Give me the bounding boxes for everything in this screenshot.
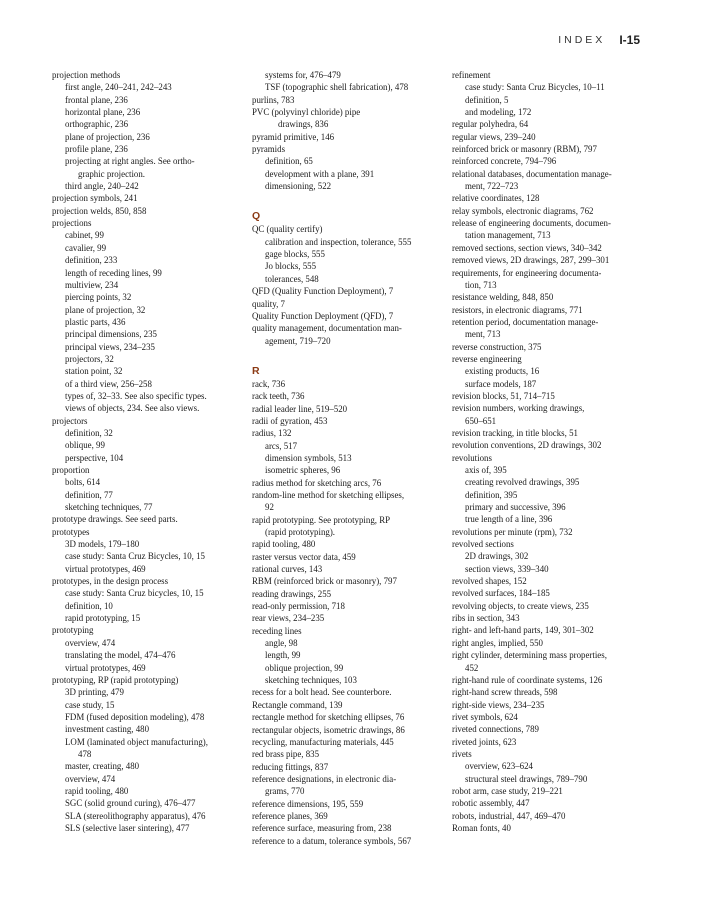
index-entry: right-side views, 234–235 [452, 699, 545, 710]
index-entry: reverse engineering [452, 353, 522, 364]
page-number: I-15 [619, 33, 640, 47]
index-subentry: and modeling, 172 [465, 107, 532, 118]
index-subentry: definition, 32 [65, 427, 113, 438]
index-entry: riveted connections, 789 [452, 724, 539, 735]
index-subentry: perspective, 104 [65, 452, 124, 463]
index-subentry: profile plane, 236 [65, 144, 128, 155]
index-entry-continuation: tion, 713 [465, 279, 497, 290]
index-entry: regular views, 239–240 [452, 131, 536, 142]
index-subentry: primary and successive, 396 [465, 502, 566, 513]
index-entry: projection welds, 850, 858 [52, 205, 147, 216]
index-entry: rectangular objects, isometric drawings, 86 [252, 724, 405, 735]
index-subentry: 3D models, 179–180 [65, 539, 140, 550]
index-subentry: overview, 623–624 [465, 761, 533, 772]
index-subentry: length, 99 [265, 650, 301, 661]
index-entry: revolution conventions, 2D drawings, 302 [452, 440, 602, 451]
index-entry: revision blocks, 51, 714–715 [452, 390, 555, 401]
index-entry: resistance welding, 848, 850 [452, 292, 554, 303]
index-subentry: piercing points, 32 [65, 292, 132, 303]
index-subentry: tolerances, 548 [265, 273, 319, 284]
index-entry: quality management, documentation man- [252, 323, 402, 334]
index-entry-continuation: grams, 770 [265, 786, 305, 797]
index-entry: revolutions per minute (rpm), 732 [452, 526, 573, 537]
index-subentry: investment casting, 480 [65, 724, 150, 735]
index-entry: resistors, in electronic diagrams, 771 [452, 304, 583, 315]
index-subentry: structural steel drawings, 789–790 [465, 773, 588, 784]
index-entry: retention period, documentation manage- [452, 316, 599, 327]
index-column-1 [52, 69, 248, 834]
index-subentry: master, creating, 480 [65, 761, 140, 772]
index-entry-continuation: tation management, 713 [465, 230, 551, 241]
index-entry-continuation: 478 [78, 748, 92, 759]
index-entry: raster versus vector data, 459 [252, 551, 356, 562]
index-subentry: plane of projection, 236 [65, 131, 150, 142]
index-entry: PVC (polyvinyl chloride) pipe [252, 107, 361, 118]
index-entry: revolved shapes, 152 [452, 576, 527, 587]
index-entry: radius, 132 [252, 428, 292, 439]
section-letter: Q [252, 210, 261, 223]
index-subentry: Jo blocks, 555 [265, 261, 317, 272]
index-subentry: sketching techniques, 103 [265, 675, 357, 686]
index-subentry: existing products, 16 [465, 366, 540, 377]
index-subentry: definition, 65 [265, 156, 313, 167]
index-entry: reference to a datum, tolerance symbols, 567 [252, 835, 412, 846]
index-entry-continuation: drawings, 836 [278, 119, 329, 130]
index-subentry: definition, 5 [465, 94, 509, 105]
index-entry: regular polyhedra, 64 [452, 119, 529, 130]
index-subentry: first angle, 240–241, 242–243 [65, 82, 172, 93]
index-entry: reverse construction, 375 [452, 341, 542, 352]
index-subentry: overview, 474 [65, 773, 116, 784]
index-entry: reinforced concrete, 794–796 [452, 156, 557, 167]
index-subentry: angle, 98 [265, 638, 298, 649]
index-entry: rapid tooling, 480 [252, 539, 316, 550]
running-header [558, 30, 640, 50]
index-column-2 [252, 69, 448, 847]
index-entry: ribs in section, 343 [452, 613, 520, 624]
index-entry-continuation: ment, 713 [465, 329, 501, 340]
index-entry: read-only permission, 718 [252, 601, 345, 612]
index-subentry: plastic parts, 436 [65, 316, 126, 327]
index-entry: riveted joints, 623 [452, 736, 517, 747]
index-subentry: length of receding lines, 99 [65, 267, 162, 278]
index-entry-continuation: agement, 719–720 [265, 335, 331, 346]
index-entry: projection methods [52, 70, 121, 80]
index-entry: reference surface, measuring from, 238 [252, 823, 392, 834]
index-subentry: multiview, 234 [65, 279, 119, 290]
index-subentry: definition, 233 [65, 255, 118, 266]
index-subentry: views of objects, 234. See also views. [65, 403, 200, 414]
index-entry: quality, 7 [252, 298, 285, 309]
index-subentry: true length of a line, 396 [465, 514, 553, 525]
index-subentry: arcs, 517 [265, 440, 298, 451]
index-entry: right-hand rule of coordinate systems, 126 [452, 674, 603, 685]
index-entry: right angles, implied, 550 [452, 637, 543, 648]
index-entry: rivets [452, 748, 472, 759]
index-entry: revision tracking, in title blocks, 51 [452, 427, 578, 438]
index-entry: prototype drawings. See seed parts. [52, 514, 178, 525]
index-entry: right cylinder, determining mass properties, [452, 650, 607, 661]
index-entry: rectangle method for sketching ellipses, 76 [252, 712, 405, 723]
index-subentry: frontal plane, 236 [65, 94, 128, 105]
index-subentry: principal views, 234–235 [65, 341, 155, 352]
index-entry: purlins, 783 [252, 94, 295, 105]
index-entry: projection symbols, 241 [52, 193, 138, 204]
index-entry: relay symbols, electronic diagrams, 762 [452, 205, 594, 216]
index-entry: removed views, 2D drawings, 287, 299–301 [452, 255, 610, 266]
index-subentry: gage blocks, 555 [265, 249, 325, 260]
index-entry-continuation: (rapid prototyping). [265, 527, 335, 537]
index-subentry: case study: Santa Cruz Bicycles, 10, 15 [65, 551, 205, 562]
index-subentry: LOM (laminated object manufacturing), [65, 736, 208, 747]
index-entry: robotic assembly, 447 [452, 798, 530, 809]
index-entry: radial leader line, 519–520 [252, 403, 348, 414]
index-subentry: horizontal plane, 236 [65, 107, 141, 118]
index-subentry: isometric spheres, 96 [265, 465, 341, 476]
index-subentry: SLS (selective laser sintering), 477 [65, 822, 190, 833]
index-entry-continuation: ment, 722–723 [465, 181, 519, 192]
index-entry: refinement [452, 70, 491, 80]
index-entry: receding lines [252, 625, 302, 636]
index-entry-continuation: graphic projection. [78, 168, 146, 179]
index-entry: rational curves, 143 [252, 564, 323, 575]
index-entry: QC (quality certify) [252, 224, 323, 235]
index-entry: pyramids [252, 144, 286, 155]
index-entry: projections [52, 218, 92, 229]
index-subentry: orthographic, 236 [65, 119, 129, 130]
index-subentry: definition, 395 [465, 489, 518, 500]
index-column-3 [452, 69, 648, 834]
index-entry: reinforced brick or masonry (RBM), 797 [452, 144, 597, 155]
index-entry: robots, industrial, 447, 469–470 [452, 810, 566, 821]
index-subentry: plane of projection, 32 [65, 304, 146, 315]
index-entry: QFD (Quality Function Deployment), 7 [252, 286, 394, 297]
index-subentry: types of, 32–33. See also specific types. [65, 390, 207, 401]
index-subentry: FDM (fused deposition modeling), 478 [65, 711, 205, 722]
index-entry: Quality Function Deployment (QFD), 7 [252, 310, 394, 321]
index-subentry: 3D printing, 479 [65, 687, 124, 698]
index-subentry: axis of, 395 [465, 465, 507, 475]
index-subentry: definition, 10 [65, 600, 113, 611]
index-subentry: cabinet, 99 [65, 230, 104, 241]
index-entry: rivet symbols, 624 [452, 711, 518, 722]
index-entry-continuation: 452 [465, 662, 479, 673]
index-subentry: SLA (stereolithography apparatus), 476 [65, 810, 206, 821]
index-entry: random-line method for sketching ellipses, [252, 489, 405, 500]
section-gap [252, 192, 448, 210]
index-subentry: section views, 339–340 [465, 563, 549, 574]
index-label: INDEX [558, 34, 606, 46]
index-subentry: projecting at right angles. See ortho- [65, 156, 195, 167]
index-subentry: case study, 15 [65, 699, 115, 710]
index-subentry: virtual prototypes, 469 [65, 662, 146, 673]
index-subentry: oblique projection, 99 [265, 662, 344, 673]
index-entry: right- and left-hand parts, 149, 301–302 [452, 625, 594, 636]
index-entry: robot arm, case study, 219–221 [452, 785, 563, 796]
index-entry: prototypes, in the design process [52, 576, 169, 587]
index-entry: reference designations, in electronic dia- [252, 773, 397, 784]
index-subentry: calibration and inspection, tolerance, 555 [265, 236, 412, 247]
index-entry: pyramid primitive, 146 [252, 131, 335, 142]
index-subentry: overview, 474 [65, 637, 116, 648]
index-entry: rapid prototyping. See prototyping, RP [252, 514, 391, 525]
index-subentry: oblique, 99 [65, 440, 105, 451]
index-entry: revolved sections [452, 539, 514, 550]
index-entry: revision numbers, working drawings, [452, 403, 585, 414]
index-entry: release of engineering documents, documen- [452, 218, 611, 229]
index-subentry: station point, 32 [65, 366, 123, 377]
index-entry: recess for a bolt head. See counterbore. [252, 687, 392, 698]
index-subentry: TSF (topographic shell fabrication), 478 [265, 82, 409, 93]
index-entry: revolved surfaces, 184–185 [452, 588, 550, 599]
index-subentry: development with a plane, 391 [265, 168, 375, 179]
index-entry: reference planes, 369 [252, 810, 328, 821]
index-entry: right-hand screw threads, 598 [452, 687, 558, 698]
index-subentry: creating revolved drawings, 395 [465, 477, 580, 488]
index-entry: Roman fonts, 40 [452, 822, 511, 833]
index-subentry: of a third view, 256–258 [65, 378, 152, 389]
index-entry: rear views, 234–235 [252, 613, 325, 624]
section-letter: R [252, 364, 260, 377]
index-entry: requirements, for engineering documenta- [452, 267, 602, 278]
index-subentry: translating the model, 474–476 [65, 650, 176, 661]
index-subentry: rapid prototyping, 15 [65, 613, 141, 624]
index-entry: prototyping, RP (rapid prototyping) [52, 674, 179, 685]
index-subentry: principal dimensions, 235 [65, 329, 157, 340]
index-entry: rack, 736 [252, 378, 286, 389]
index-entry: reducing fittings, 837 [252, 761, 329, 772]
index-entry: red brass pipe, 835 [252, 749, 320, 760]
index-entry: rack teeth, 736 [252, 391, 305, 402]
index-entry: relational databases, documentation manage- [452, 168, 612, 179]
index-entry: Rectangle command, 139 [252, 699, 343, 710]
index-subentry: virtual prototypes, 469 [65, 563, 146, 574]
index-entry: reference dimensions, 195, 559 [252, 798, 364, 809]
index-entry: radii of gyration, 453 [252, 415, 328, 426]
index-subentry: case study: Santa Cruz bicycles, 10, 15 [65, 588, 204, 599]
index-entry: removed sections, section views, 340–342 [452, 242, 602, 253]
index-subentry: bolts, 614 [65, 477, 101, 488]
section-gap [252, 347, 448, 365]
index-entry: relative coordinates, 128 [452, 193, 540, 204]
index-subentry: projectors, 32 [65, 353, 114, 364]
index-entry: prototypes [52, 526, 90, 537]
index-entry: revolving objects, to create views, 235 [452, 600, 589, 611]
index-entry: proportion [52, 465, 90, 475]
index-subentry: dimensioning, 522 [265, 181, 332, 192]
index-subentry: cavalier, 99 [65, 242, 107, 253]
index-entry: radius method for sketching arcs, 76 [252, 477, 382, 488]
index-subentry: surface models, 187 [465, 378, 537, 389]
index-subentry: third angle, 240–242 [65, 181, 139, 192]
index-entry: revolutions [452, 452, 492, 463]
index-subentry: systems for, 476–479 [265, 70, 341, 80]
index-subentry: sketching techniques, 77 [65, 502, 153, 513]
index-entry: RBM (reinforced brick or masonry), 797 [252, 576, 397, 587]
index-subentry: rapid tooling, 480 [65, 785, 129, 796]
index-entry: projectors [52, 415, 88, 426]
index-subentry: 2D drawings, 302 [465, 551, 529, 562]
index-subentry: definition, 77 [65, 489, 113, 500]
index-entry: prototyping [52, 625, 94, 636]
index-entry-continuation: 92 [265, 502, 274, 513]
index-subentry: dimension symbols, 513 [265, 452, 352, 463]
index-entry: reading drawings, 255 [252, 588, 332, 599]
index-subentry: case study: Santa Cruz Bicycles, 10–11 [465, 82, 605, 93]
index-entry-continuation: 650–651 [465, 415, 497, 426]
index-entry: recycling, manufacturing materials, 445 [252, 736, 394, 747]
index-subentry: SGC (solid ground curing), 476–477 [65, 798, 196, 809]
